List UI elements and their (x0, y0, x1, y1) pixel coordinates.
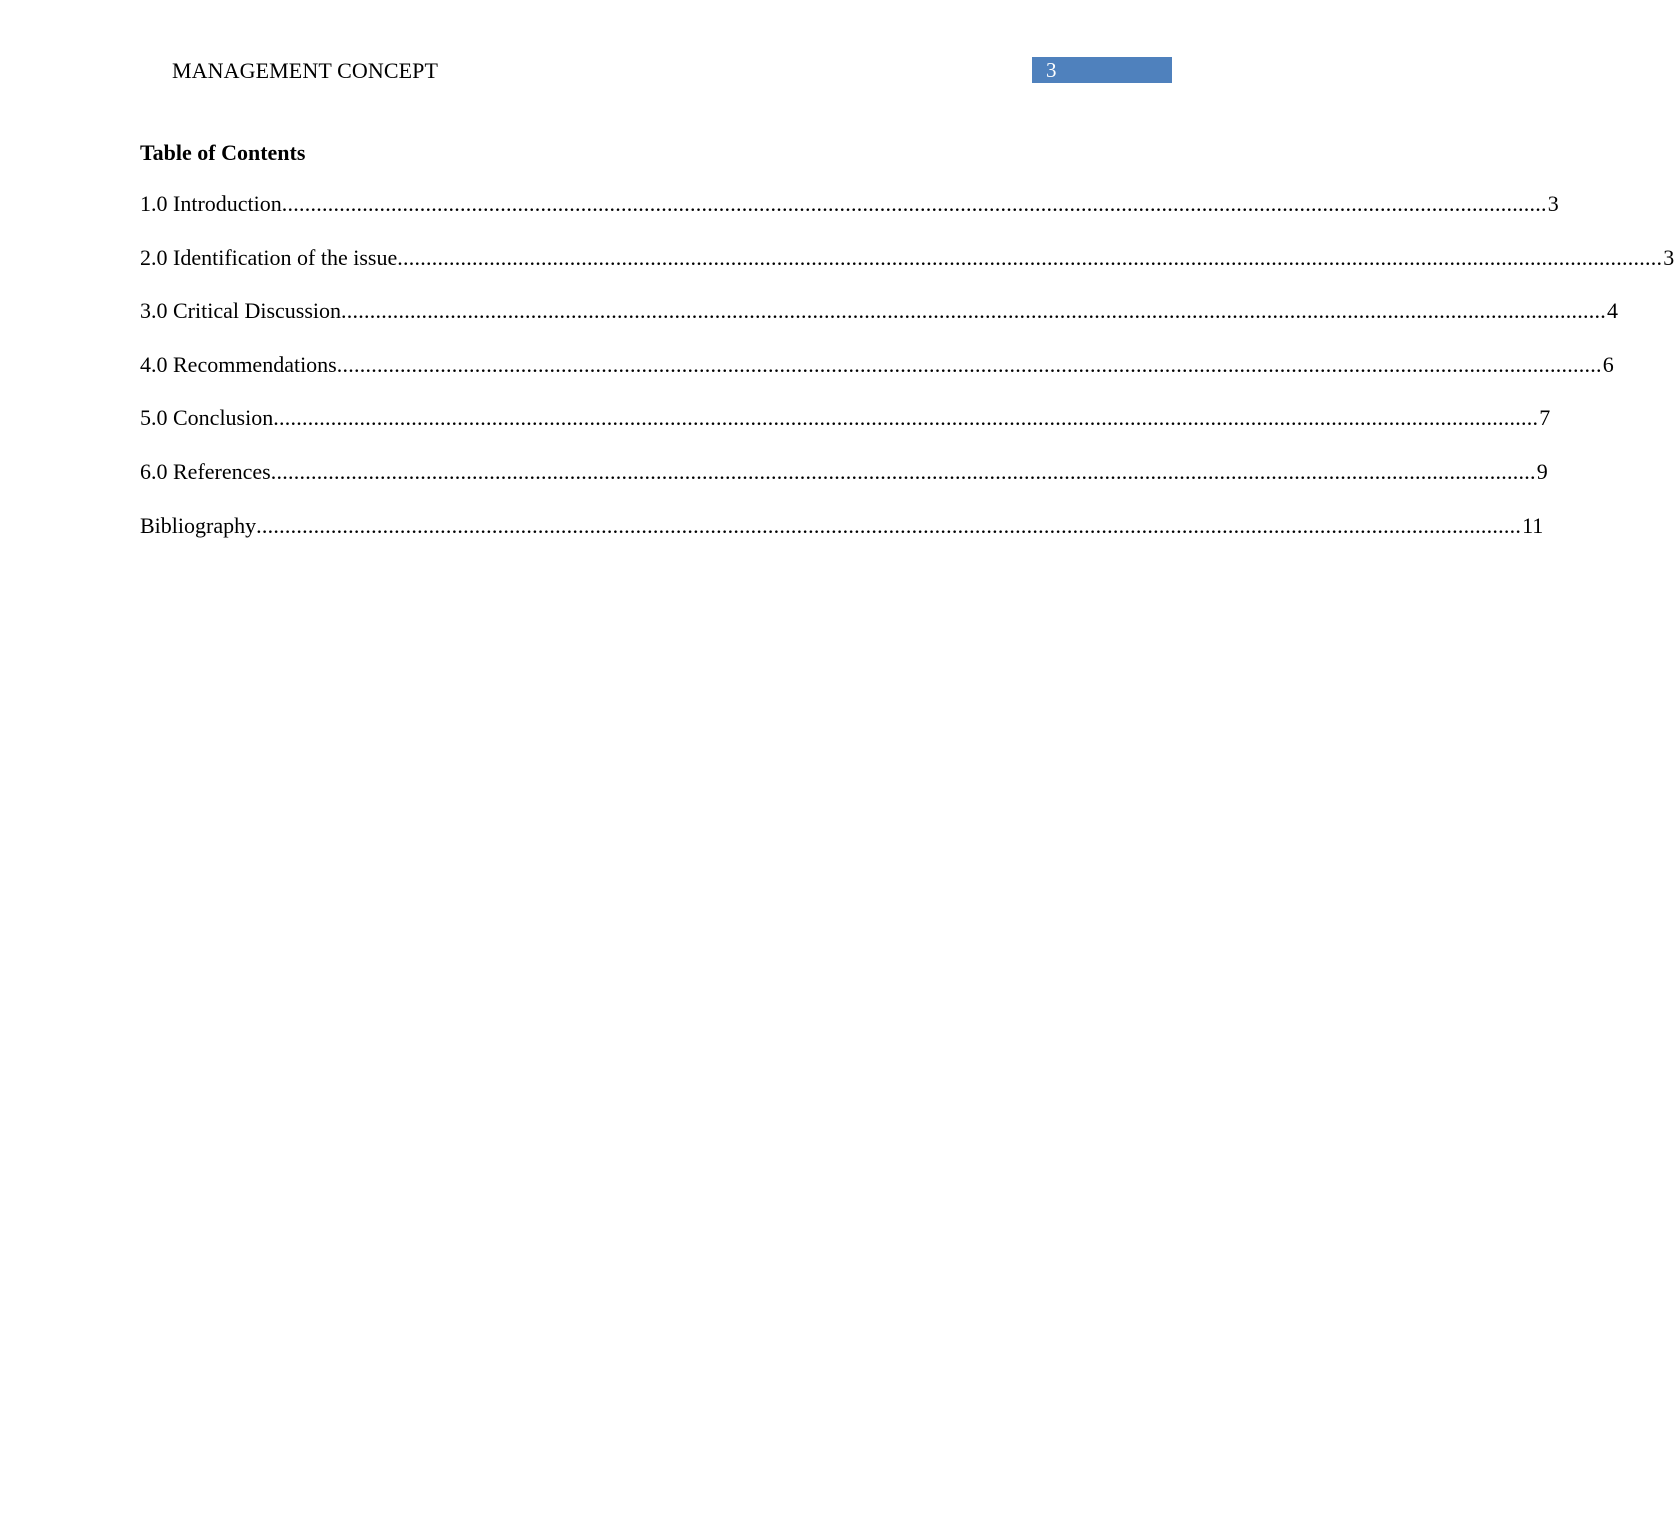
toc-dot-leader: ............................................................................................................................................................................................................................ (273, 405, 1539, 431)
page-number: 3 (1046, 58, 1057, 82)
toc-entry[interactable] (140, 189, 1559, 219)
toc-entry-title: 5.0 Conclusion (140, 405, 274, 431)
toc-list (140, 189, 1674, 541)
toc-entry-title: 4.0 Recommendations (140, 351, 337, 377)
toc-heading: Table of Contents (140, 140, 306, 165)
toc-entry-title: 6.0 References (140, 458, 271, 484)
toc-entry[interactable] (140, 403, 1551, 433)
toc-entry-title: Bibliography (140, 512, 257, 538)
toc-entry-page: 11 (1522, 512, 1544, 538)
toc-entry[interactable] (140, 296, 1619, 326)
toc-entry-page: 7 (1539, 405, 1551, 431)
toc-entry-page: 4 (1607, 298, 1619, 324)
toc-entry[interactable] (140, 457, 1548, 487)
toc-entry[interactable] (140, 511, 1544, 541)
toc-entry-page: 6 (1602, 351, 1614, 377)
toc-dot-leader: ............................................................................................................................................................................................................................ (397, 244, 1663, 270)
toc-dot-leader: ............................................................................................................................................................................................................................ (270, 458, 1536, 484)
toc-dot-leader: ............................................................................................................................................................................................................................ (341, 298, 1607, 324)
toc-entry-title: 3.0 Critical Discussion (140, 298, 342, 324)
table-of-contents (140, 138, 1674, 564)
running-head: MANAGEMENT CONCEPT (172, 58, 439, 83)
toc-entry[interactable] (140, 243, 1674, 273)
toc-dot-leader: ............................................................................................................................................................................................................................ (281, 191, 1547, 216)
toc-entry-page: 3 (1547, 191, 1559, 216)
page-number-box (1032, 57, 1172, 83)
toc-entry[interactable] (140, 350, 1614, 380)
toc-entry-page: 9 (1536, 458, 1548, 484)
toc-dot-leader: ............................................................................................................................................................................................................................ (256, 512, 1522, 538)
toc-entry-title: 2.0 Identification of the issue (140, 244, 398, 270)
toc-entry-title: 1.0 Introduction (140, 191, 282, 216)
toc-dot-leader: ............................................................................................................................................................................................................................ (336, 351, 1602, 377)
toc-entry-page: 3 (1663, 244, 1674, 270)
